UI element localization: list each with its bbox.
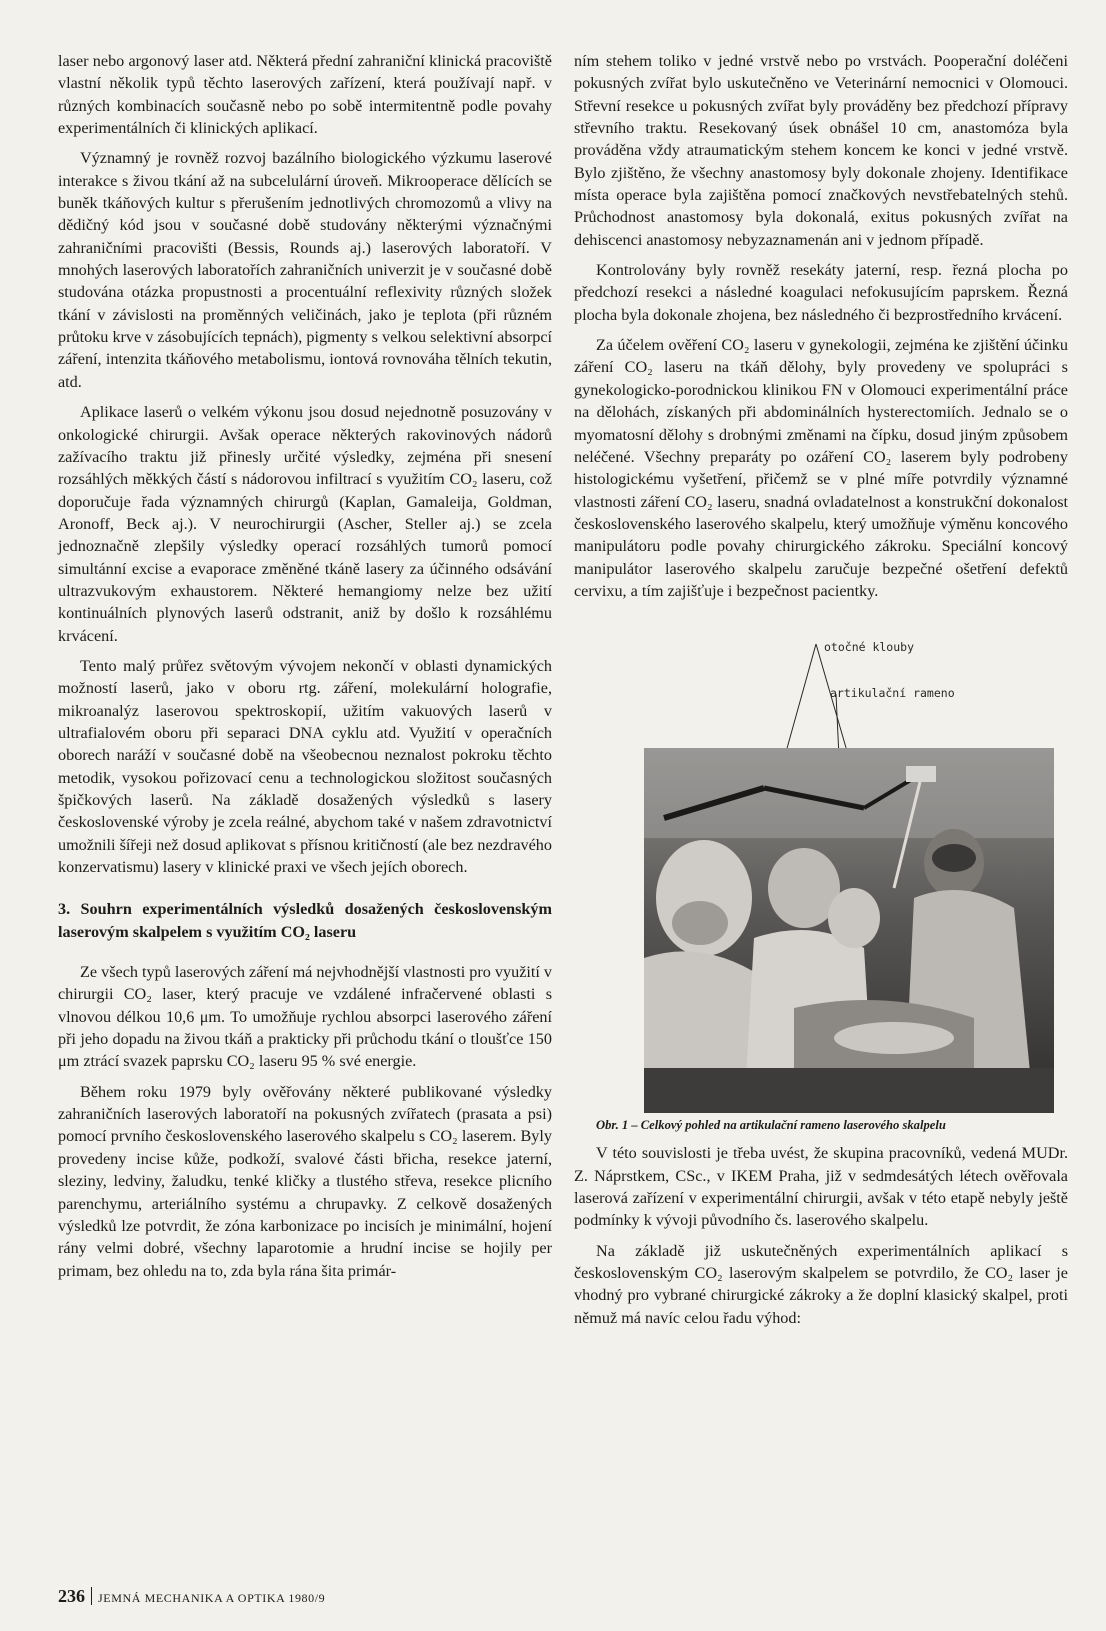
paragraph: Tento malý průřez světovým vývojem nekončí v oblasti dynamických možností laserů, jako v oboru rtg. záření, molekulární holografie, mikroanalýz laserovou spektroskopií, užitím vakuových laserů v ultrafialovém oboru při separaci DNA cyklu atd. Využití v operačních oborech naráží v současné době na všeobecnou neznalost pokroku těchto metodik, vysokou pořizovací cenu a technologickou složitost současných špičkových laserů. Na základě dosažených výsledků s lasery československé výroby je zcela reálné, abychom také v našem zdravotnictví umožnili šířeji než dosud aplikovat s přísnou kritičností (ale bez nezdravého konzervatismu) lasery v klinické praxi ve všech jejích oborech. bbox=[58, 656, 552, 877]
figure-caption: Obr. 1 – Celkový pohled na artikulační rameno laserového skalpelu bbox=[596, 1118, 946, 1133]
surgery-photo bbox=[644, 748, 1054, 1113]
paragraph: Na základě již uskutečněných experimentálních aplikací s československým CO₂ laserovým skalpelem se potvrdilo, že CO₂ laser je vhodný pro vybrané chirurgické zákroky a že doplní klasický skalpel, proti němuž má navíc celou řadu výhod: bbox=[574, 1241, 1068, 1327]
figure-label-joints: otočné klouby bbox=[824, 640, 915, 655]
page-number: 236 bbox=[58, 1586, 85, 1606]
paragraph: Významný je rovněž rozvoj bazálního biologického výzkumu laserové interakce s živou tkání až na subcelulární úroveň. Mikrooperace dělících se buněk tkáňových kultur s přerušením jednotlivých chromozomů a vlivy na dědičný kód jsou v současné době studovány některými význačnými zahraničními pracovišti (Bessis, Rounds aj.) laserových laboratoří. V mnohých laserových laboratořích zahraničních univerzit je v současné době studována otázka propustnosti a procentuální reflexivity různých složek tkání v závislosti na proměnných veličinách, jako je teplota (při různém průtoku krve v zásobujících tepnách), pigmenty s velkou selektivní absorpcí záření, intenzita tkáňového metabolismu, iontová rovnováha tělních tekutin, atd. bbox=[58, 149, 552, 391]
figure bbox=[574, 610, 1068, 1116]
paragraph: V této souvislosti je třeba uvést, že skupina pracovníků, vedená MUDr. Z. Náprstkem, CSc., v IKEM Praha, již v sedmdesátých létech ověřovala laserová zařízení v experimentální chirurgii, avšak v této etapě nebyly ještě podmínky k vývoji původního čs. laserového skalpelu. bbox=[574, 1144, 1068, 1230]
section-heading: 3. Souhrn experimentálních výsledků dosažených československým laserovým skalpelem s využitím CO₂ laseru bbox=[58, 900, 552, 941]
paragraph: Ze všech typů laserových záření má nejvhodnější vlastnosti pro využití v chirurgii CO₂ laser, který pracuje ve vzdálené infračervené oblasti s vlnovou délkou 10,6 μm. To umožňuje rychlou absorpci laserového záření při jeho dopadu na živou tkáň a prakticky při průchodu tkání o tloušťce 150 μm ztrácí svazek paprsku CO₂ laseru 95 % své energie. bbox=[58, 963, 553, 1071]
journal-title: JEMNÁ MECHANIKA A OPTIKA 1980/9 bbox=[98, 1591, 326, 1605]
operating-room-image bbox=[644, 748, 1054, 1113]
paragraph: Aplikace laserů o velkém výkonu jsou dosud nejednotně posuzovány v onkologické chirurgii. Avšak operace některých rakovinových nádorů zažívacího traktu již přinesly určité výsledky, zejména při snesení rozsáhlých měkkých částí s nádorovou infiltrací s využitím CO₂ laseru, což doporučuje řada významných chirurgů (Kaplan, Gamaleija, Goldman, Aronoff, Beck aj.). V neurochirurgii (Ascher, Steller aj.) se zcela jednoznačně zlepšily výsledky operací rozsáhlých tumorů pomocí simultánní excise a evaporace změněné tkáně lasery za účinného odsávání ultrazvukovým exhaustorem. Některé hemangiomy nelze bez užití kontinuálních plynových laserů odstranit, aniž by došlo k rozsáhlému krvácení. bbox=[58, 403, 552, 645]
paragraph: laser nebo argonový laser atd. Některá přední zahraniční klinická pracoviště vlastní několik typů těchto laserových zařízení, která používají např. v různých kombinacích současně nebo po sobě intermitentně podle povahy experimentálních či klinických aplikací. bbox=[58, 52, 552, 138]
figure-label-arm: artikulační rameno bbox=[830, 686, 955, 701]
paragraph: Za účelem ověření CO₂ laseru v gynekologii, zejména ke zjištění účinku záření CO₂ laseru na tkáň dělohy, byly provedeny ve spolupráci s gynekologicko-porodnickou klinikou FN v Olomouci experimentální práce na dělohách, získaných při abdominálních hysterectomiích. Jednalo se o myomatosní dělohy s drobnými změnami na čípku, dosud jiným způsobem neléčené. Všechny preparáty po ozáření CO₂ laserem byly podrobeny histologickému vyšetření, přičemž se v plné míře potvrdily významné vlastnosti záření CO₂ laseru, snadná ovladatelnost a konstrukční dokonalost československého laserového skalpelu, který umožňuje výměnu koncového manipulátoru podle povahy chirurgického zákroku. Speciální koncový manipulátor laserového skalpelu zaručuje bezpečné ošetření defektů cervixu, a tím zajišťuje i bezpečnost pacientky. bbox=[574, 336, 1068, 600]
footer-divider bbox=[91, 1587, 92, 1605]
paragraph: Kontrolovány byly rovněž resekáty jaterní, resp. řezná plocha po předchozí resekci a následné koagulaci nefokusujícím paprskem. Řezná plocha byla dokonale zhojena, bez následného či bezprostředního krvácení. bbox=[574, 261, 1068, 324]
paragraph: ním stehem toliko v jedné vrstvě nebo po vrstvách. Pooperační doléčeni pokusných zvířat bylo uskutečněno ve Veterinární nemocnici v Olomouci. Střevní resekce u pokusných zvířat byly prováděny bez předchozí přípravy střevního traktu. Resekovaný úsek obnášel 10 cm, anastomóza byla prováděna vždy atraumatickým stehem koncem ke konci v jedné vrstvě. Bylo zjištěno, že všechny anastomosy byly dokonale zhojeny. Identifikace místa operace byla zajištěna pomocí značkových nevstřebatelných stehů. Průchodnost anastomosy byla dokonalá, exitus pokusných zvířat na dehiscenci anastomosy nebyzaznamenán ani v jednom případě. bbox=[574, 52, 1068, 249]
paragraph: Během roku 1979 byly ověřovány některé publikované výsledky zahraničních laserových laboratoří na pokusných zvířatech (prasata a psi) pomocí prvního československého laserového skalpelu s CO₂ laserem. Byly provedeny incise kůže, podkoží, svalové části břicha, resekce jaterní, sleziny, ledviny, žaludku, tenké kličky a tlustého střeva, resekce plicního parenchymu, arteriálního systému a chrupavky. Z celkově dosažených výsledků lze potvrdit, že zóna karbonizace po incisích je minimální, hojení rány velmi dobré, všechny laparotomie a hrudní incise se hojily per primam, bez ohledu na to, zda byla rána šita primár- bbox=[58, 1082, 552, 1280]
right-column bbox=[574, 50, 1068, 1329]
page-footer bbox=[58, 1586, 325, 1607]
left-column bbox=[58, 50, 552, 1282]
